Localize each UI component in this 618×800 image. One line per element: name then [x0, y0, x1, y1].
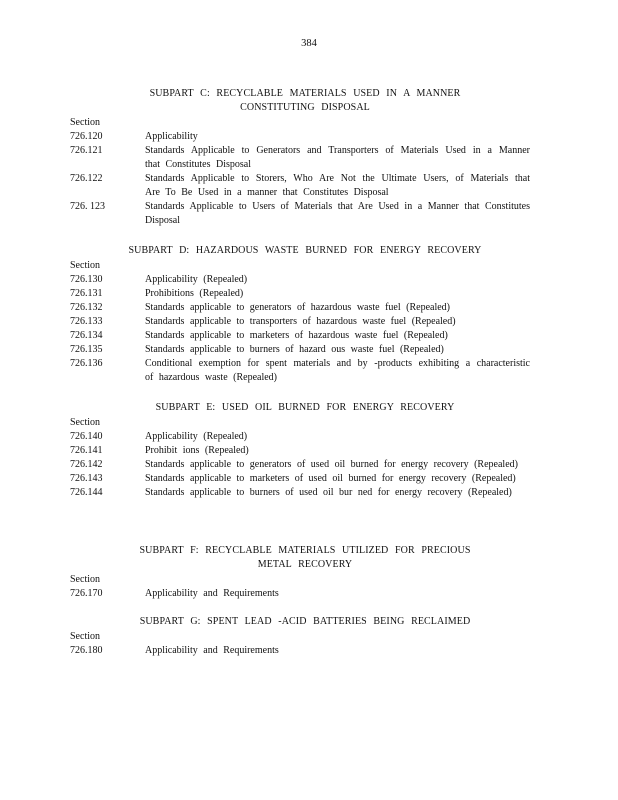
section-number: 726.141: [70, 445, 103, 456]
section-title: Prohibitions (Repealed): [145, 288, 244, 299]
section-number: 726.133: [70, 316, 103, 327]
section-number: 726.136: [70, 358, 103, 369]
section-list: [70, 430, 540, 500]
section-title: Applicability (Repealed): [145, 431, 248, 442]
section-number: 726.144: [70, 487, 103, 498]
subpart-title: SUBPART G: SPENT LEAD -ACID BATTERIES BEING RECLAIMED: [139, 616, 471, 627]
section-number: 726.140: [70, 431, 103, 442]
section-number: 726.135: [70, 344, 103, 355]
section-entry: [70, 172, 540, 200]
section-number: 726.134: [70, 330, 103, 341]
section-title: Standards applicable to marketers of used oil burned for energy recovery (Repealed): [145, 473, 516, 484]
section-title: Applicability and Requirements: [145, 645, 279, 656]
section-entry: [70, 644, 540, 658]
section-title: Standards Applicable to Generators and Transporters of Materials Used in a Manner that Constitutes Disposal: [145, 145, 530, 170]
section-entry: [70, 343, 540, 357]
section-entry: [70, 357, 540, 385]
section-number: 726.122: [70, 173, 103, 184]
section-entry: [70, 130, 540, 144]
section-number: 726.170: [70, 588, 103, 599]
section-number: 726.142: [70, 459, 103, 470]
section-entry: [70, 430, 540, 444]
section-list: [70, 644, 540, 658]
section-label: Section: [70, 117, 100, 128]
section-title: Applicability (Repealed): [145, 274, 248, 285]
section-number: 726.132: [70, 302, 103, 313]
section-title: Applicability and Requirements: [145, 588, 279, 599]
section-list: [70, 130, 540, 228]
section-number: 726.120: [70, 131, 103, 142]
section-number: 726. 123: [70, 201, 105, 212]
section-label: Section: [70, 631, 100, 642]
section-number: 726.143: [70, 473, 103, 484]
subpart-c: [70, 87, 540, 228]
section-title: Standards Applicable to Storers, Who Are Not the Ultimate Users, of Materials that Are To Be Used in a manner that Constitutes Disposal: [145, 173, 530, 198]
section-number: 726.180: [70, 645, 103, 656]
section-title: Standards applicable to generators of used oil burned for energy recovery (Repealed): [145, 459, 518, 470]
subpart-d: [70, 244, 540, 385]
section-label: Section: [70, 574, 100, 585]
section-entry: [70, 587, 540, 601]
section-label: Section: [70, 260, 100, 271]
subpart-g: [70, 615, 540, 658]
section-entry: [70, 315, 540, 329]
section-title: Standards applicable to burners of used oil bur ned for energy recovery (Repealed): [145, 487, 512, 498]
subpart-title: SUBPART D: HAZARDOUS WASTE BURNED FOR ENERGY RECOVERY: [128, 245, 482, 256]
section-list: [70, 273, 540, 385]
section-entry: [70, 200, 540, 228]
section-entry: [70, 329, 540, 343]
section-title: Standards applicable to generators of hazardous waste fuel (Repealed): [145, 302, 450, 313]
subpart-e: [70, 401, 540, 500]
section-entry: [70, 144, 540, 172]
section-title: Prohibit ions (Repealed): [145, 445, 249, 456]
page-number: 384: [301, 38, 317, 49]
section-entry: [70, 301, 540, 315]
section-title: Standards Applicable to Users of Materials that Are Used in a Manner that Constitutes Disposal: [145, 201, 530, 226]
section-number: 726.130: [70, 274, 103, 285]
section-entry: [70, 472, 540, 486]
subpart-title: SUBPART C: RECYCLABLE MATERIALS USED IN A MANNER CONSTITUTING DISPOSAL: [149, 88, 461, 113]
section-title: Standards applicable to marketers of hazardous waste fuel (Repealed): [145, 330, 448, 341]
subpart-title: SUBPART E: USED OIL BURNED FOR ENERGY RECOVERY: [155, 402, 455, 413]
section-entry: [70, 444, 540, 458]
section-entry: [70, 458, 540, 472]
section-title: Applicability: [145, 131, 198, 142]
section-label: Section: [70, 417, 100, 428]
subpart-title: SUBPART F: RECYCLABLE MATERIALS UTILIZED FOR PRECIOUS METAL RECOVERY: [139, 545, 471, 570]
section-list: [70, 587, 540, 601]
subpart-f: [70, 544, 540, 601]
section-entry: [70, 287, 540, 301]
section-entry: [70, 486, 540, 500]
section-entry: [70, 273, 540, 287]
section-title: Standards applicable to transporters of hazardous waste fuel (Repealed): [145, 316, 456, 327]
section-number: 726.121: [70, 145, 103, 156]
section-title: Standards applicable to burners of hazard ous waste fuel (Repealed): [145, 344, 444, 355]
section-title: Conditional exemption for spent materials and by -products exhibiting a characteristic of hazardous waste (Repealed): [145, 358, 530, 383]
section-number: 726.131: [70, 288, 103, 299]
